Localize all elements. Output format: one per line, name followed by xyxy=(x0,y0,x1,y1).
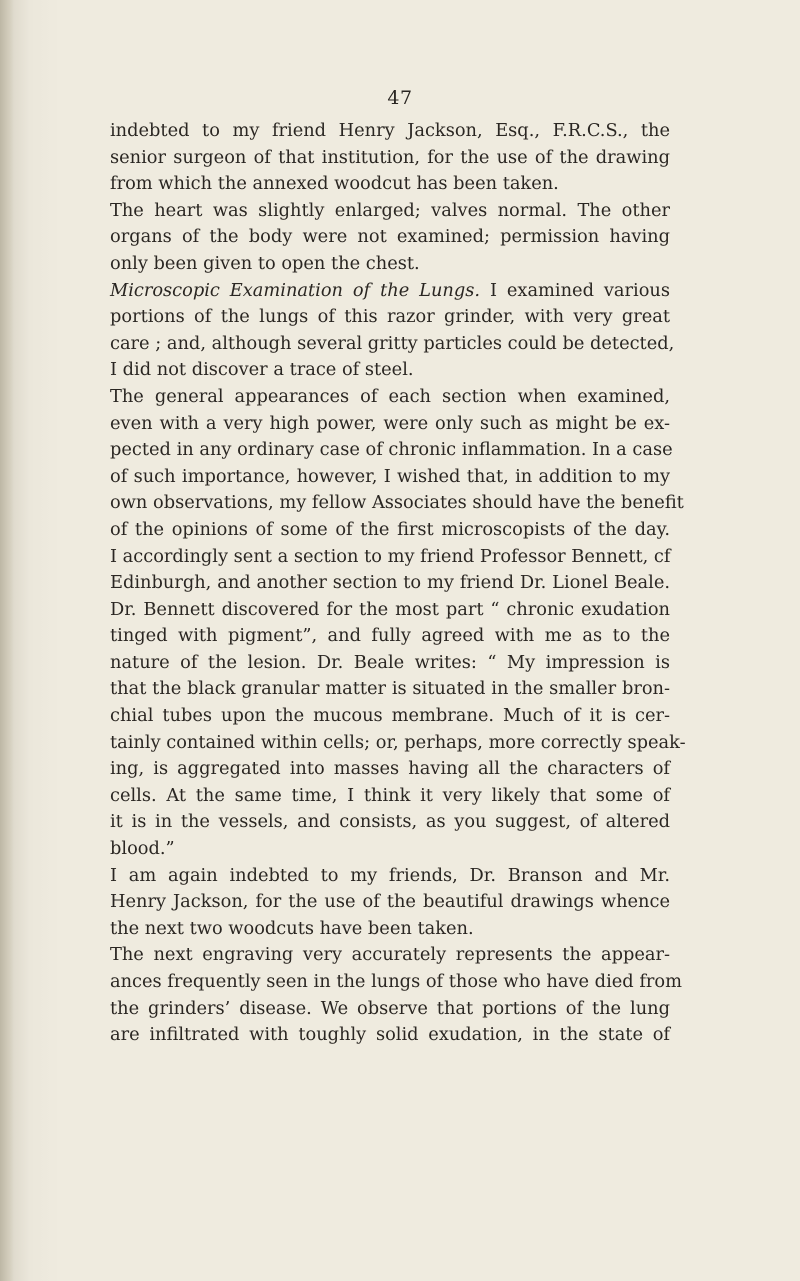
line-text: I examined various xyxy=(480,279,670,301)
line-text: the next two woodcuts have been taken. xyxy=(110,917,474,939)
page-spine-shadow xyxy=(0,0,14,1281)
line-text: chial tubes upon the mucous membrane. Much of it is cer- xyxy=(110,705,670,727)
line-text: I accordingly sent a section to my friend Professor Bennett, cf xyxy=(110,545,671,567)
line-text: ing, is aggregated into masses having all the characters of xyxy=(110,758,670,780)
line-text: of such importance, however, I wished that, in addition to my xyxy=(110,465,670,487)
text-line xyxy=(110,251,670,278)
line-text: Edinburgh, and another section to my friend Dr. Lionel Beale. xyxy=(110,572,670,594)
line-text: The general appearances of each section when examined, xyxy=(110,385,670,407)
line-text: ances frequently seen in the lungs of those who have died from xyxy=(110,971,682,992)
text-line xyxy=(110,331,675,358)
text-line xyxy=(110,304,670,331)
line-text: care ; and, although several gritty particles could be detected, xyxy=(110,332,675,354)
line-text: blood.” xyxy=(110,838,175,860)
line-text: senior surgeon of that institution, for the use of the drawing xyxy=(110,146,670,168)
line-text: even with a very high power, were only such as might be ex- xyxy=(110,412,670,434)
line-text: Dr. Bennett discovered for the most part “ chronic exudation xyxy=(110,598,670,620)
text-line xyxy=(110,411,670,438)
text-line xyxy=(110,889,670,916)
line-text: Henry Jackson, for the use of the beautiful drawings whence xyxy=(110,891,670,913)
text-line xyxy=(110,836,670,863)
line-text: portions of the lungs of this razor grinder, with very great xyxy=(110,306,670,328)
line-text: are infiltrated with toughly solid exudation, in the state of xyxy=(110,1024,670,1046)
line-text: tainly contained within cells; or, perhaps, more correctly speak- xyxy=(110,731,686,753)
line-text: from which the annexed woodcut has been taken. xyxy=(110,173,559,195)
text-line xyxy=(110,756,670,783)
line-text: pected in any ordinary case of chronic inflammation. In a case xyxy=(110,439,673,461)
text-line xyxy=(110,198,670,225)
text-line xyxy=(110,969,682,996)
text-line xyxy=(110,703,670,730)
text-line xyxy=(110,1022,670,1049)
line-text: The next engraving very accurately represents the appear- xyxy=(110,944,670,966)
text-line xyxy=(110,118,670,145)
text-line xyxy=(110,224,670,251)
line-text: indebted to my friend Henry Jackson, Esq., F.R.C.S., the xyxy=(110,120,670,141)
line-text: I did not discover a trace of steel. xyxy=(110,359,414,381)
line-text: it is in the vessels, and consists, as you suggest, of altered xyxy=(110,811,670,833)
text-line xyxy=(110,171,670,198)
text-line xyxy=(110,916,670,943)
text-line xyxy=(110,437,673,464)
text-line xyxy=(110,942,670,969)
text-line xyxy=(110,145,670,172)
line-text: only been given to open the chest. xyxy=(110,252,420,274)
text-line xyxy=(110,623,670,650)
line-text: the grinders’ disease. We observe that portions of the lung xyxy=(110,997,670,1019)
text-line xyxy=(110,570,670,597)
text-line xyxy=(110,809,670,836)
text-line xyxy=(110,996,670,1023)
text-line xyxy=(110,464,670,491)
page-number: 47 xyxy=(387,87,413,109)
line-text: of the opinions of some of the first microscopists of the day. xyxy=(110,518,670,540)
line-text: organs of the body were not examined; permission having xyxy=(110,226,670,248)
text-line xyxy=(110,357,670,384)
line-text: cells. At the same time, I think it very likely that some of xyxy=(110,784,670,806)
line-text: nature of the lesion. Dr. Beale writes: “ My impression is xyxy=(110,651,670,673)
text-line xyxy=(110,783,670,810)
italic-heading: Microscopic Examination of the Lungs. xyxy=(110,279,481,301)
text-line xyxy=(110,676,670,703)
line-text: tinged with pigment”, and fully agreed with me as to the xyxy=(110,625,670,647)
line-text: own observations, my fellow Associates should have the benefit xyxy=(110,492,684,514)
text-line xyxy=(110,384,670,411)
line-text: that the black granular matter is situated in the smaller bron- xyxy=(110,678,670,700)
text-line xyxy=(110,278,670,305)
line-text: The heart was slightly enlarged; valves normal. The other xyxy=(110,199,670,221)
text-line xyxy=(110,490,684,517)
text-line xyxy=(110,730,686,757)
text-line xyxy=(110,650,670,677)
text-line xyxy=(110,597,670,624)
text-line xyxy=(110,517,670,544)
text-line xyxy=(110,544,670,571)
line-text: I am again indebted to my friends, Dr. Branson and Mr. xyxy=(110,864,670,886)
text-line xyxy=(110,863,670,890)
body-text xyxy=(110,118,686,1049)
